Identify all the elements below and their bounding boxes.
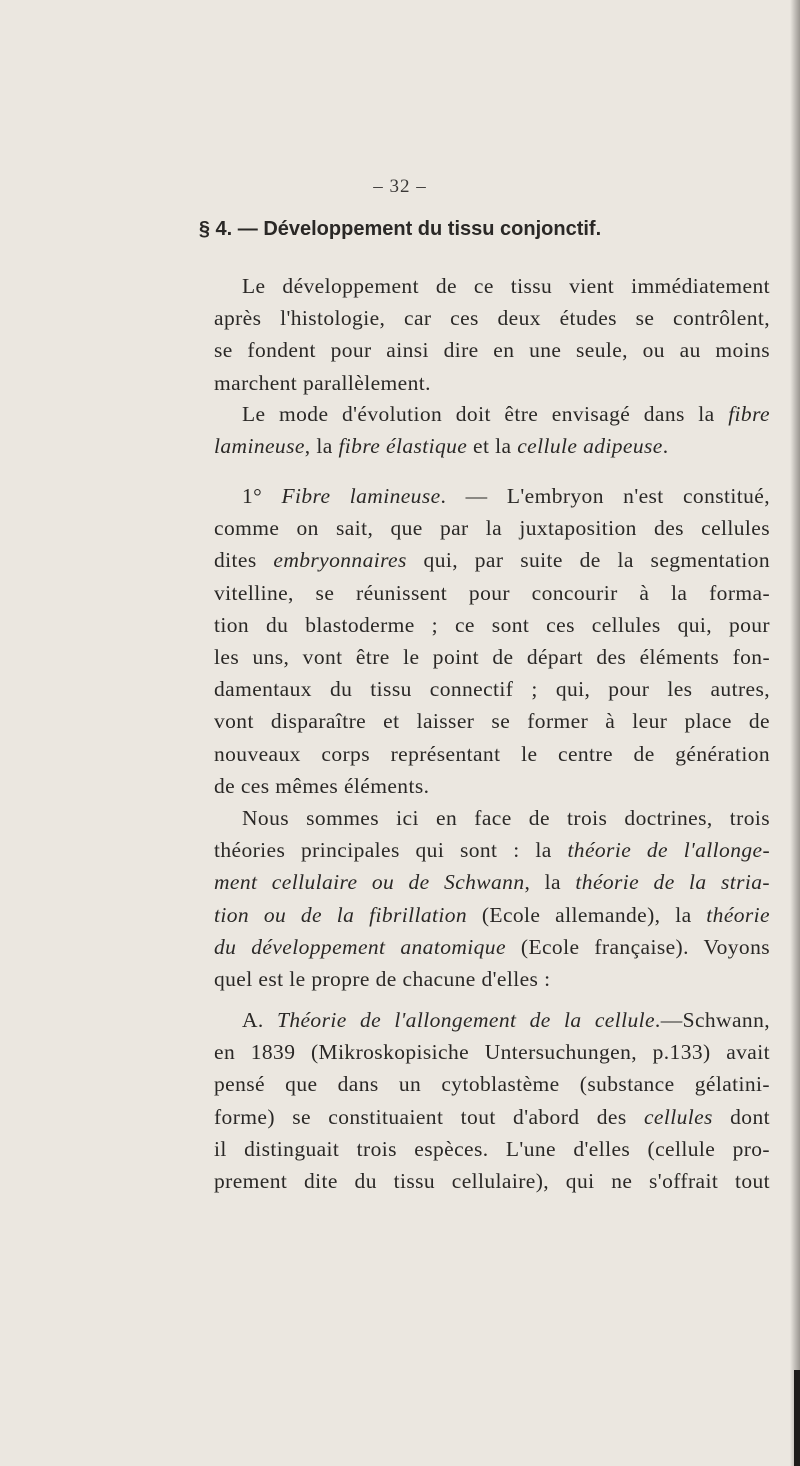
text-line: tion du blastoderme ; ce sont ces cellules qui, pour bbox=[214, 612, 770, 637]
text-run: 1° bbox=[242, 484, 282, 508]
paragraph-5 bbox=[214, 1004, 770, 1197]
text-line bbox=[214, 544, 770, 576]
italic-term: théorie bbox=[706, 902, 770, 927]
paragraph-3 bbox=[214, 480, 770, 802]
text-line bbox=[214, 480, 770, 512]
text-line bbox=[214, 834, 770, 866]
paragraph-2 bbox=[214, 398, 770, 462]
paragraph-4 bbox=[214, 802, 770, 995]
text-line: les uns, vont être le point de départ des éléments fon- bbox=[214, 644, 770, 669]
text-line: vont disparaître et laisser se former à leur place de bbox=[214, 709, 770, 734]
italic-term: fibre bbox=[728, 402, 770, 426]
page-number: – 32 – bbox=[373, 176, 427, 197]
text-run: forme) se constituaient tout d'abord des bbox=[214, 1104, 644, 1129]
italic-term: embryonnaires bbox=[273, 548, 407, 573]
italic-term: lamineuse bbox=[214, 434, 305, 459]
italic-term: tion ou de la fibrillation bbox=[214, 902, 468, 927]
text-line: damentaux du tissu connectif ; qui, pour les autres, bbox=[214, 677, 770, 702]
text-line: prement dite du tissu cellulaire), qui ne s'offrait tout bbox=[214, 1168, 770, 1193]
text-line bbox=[214, 1101, 770, 1133]
page-edge-dark bbox=[794, 1370, 800, 1466]
text-line bbox=[214, 398, 770, 430]
text-line: vitelline, se réunissent pour concourir à la forma- bbox=[214, 580, 770, 605]
text-line: marchent parallèlement. bbox=[214, 370, 431, 395]
text-line: pensé que dans un cytoblastème (substance gélatini- bbox=[214, 1072, 770, 1097]
italic-term: théorie de l'allonge- bbox=[567, 838, 770, 863]
text-run: théories principales qui sont : la bbox=[214, 838, 568, 863]
text-line: nouveaux corps représentant le centre de génération bbox=[214, 741, 770, 766]
text-line: Nous sommes ici en face de trois doctrines, trois bbox=[242, 806, 770, 830]
italic-term: ment cellulaire ou de Schwann bbox=[214, 870, 525, 895]
text-line bbox=[214, 1004, 770, 1036]
text-run: , la bbox=[304, 434, 339, 459]
text-run: Le mode d'évolution doit être envisagé dans la bbox=[242, 402, 729, 426]
italic-term: théorie de la stria- bbox=[575, 870, 770, 895]
italic-term: Fibre lamineuse bbox=[281, 484, 441, 508]
text-line: après l'histologie, car ces deux études se contrôlent, bbox=[214, 306, 770, 331]
text-run: , la bbox=[524, 870, 576, 895]
section-heading: § 4. — Développement du tissu conjonctif. bbox=[198, 218, 602, 240]
italic-term: cellule adipeuse bbox=[517, 434, 663, 459]
text-run: (Ecole allemande), la bbox=[467, 902, 707, 927]
text-line: il distinguait trois espèces. L'une d'elles (cellule pro- bbox=[214, 1136, 770, 1161]
paragraph-1 bbox=[214, 270, 770, 399]
italic-term: cellules bbox=[643, 1104, 713, 1129]
italic-term: du développement anatomique bbox=[214, 934, 506, 959]
text-line: quel est le propre de chacune d'elles : bbox=[214, 966, 551, 991]
text-run: qui, par suite de la segmentation bbox=[406, 548, 770, 573]
text-line: se fondent pour ainsi dire en une seule, ou au moins bbox=[214, 338, 770, 363]
text-run: dont bbox=[712, 1104, 770, 1129]
italic-term: Théorie de l'allongement de la cellule bbox=[276, 1008, 655, 1032]
text-line bbox=[214, 899, 770, 931]
text-line bbox=[214, 931, 770, 963]
text-line: comme on sait, que par la juxtaposition des cellules bbox=[214, 516, 770, 541]
text-run: . bbox=[662, 434, 669, 459]
page-edge-shadow bbox=[790, 0, 800, 1466]
text-run: A. bbox=[242, 1008, 277, 1032]
text-run: .—Schwann, bbox=[654, 1008, 770, 1032]
text-line: de ces mêmes éléments. bbox=[214, 773, 430, 798]
text-run: (Ecole française). Voyons bbox=[505, 934, 770, 959]
text-line: en 1839 (Mikroskopisiche Untersuchungen, p.133) avait bbox=[214, 1040, 770, 1065]
text-run: dites bbox=[214, 548, 274, 573]
text-run: . — L'embryon n'est constitué, bbox=[440, 484, 770, 508]
text-line bbox=[214, 866, 770, 898]
italic-term: fibre élastique bbox=[338, 434, 468, 459]
text-run: et la bbox=[467, 434, 518, 459]
text-line: Le développement de ce tissu vient immédiatement bbox=[242, 274, 770, 298]
text-line bbox=[214, 430, 770, 462]
